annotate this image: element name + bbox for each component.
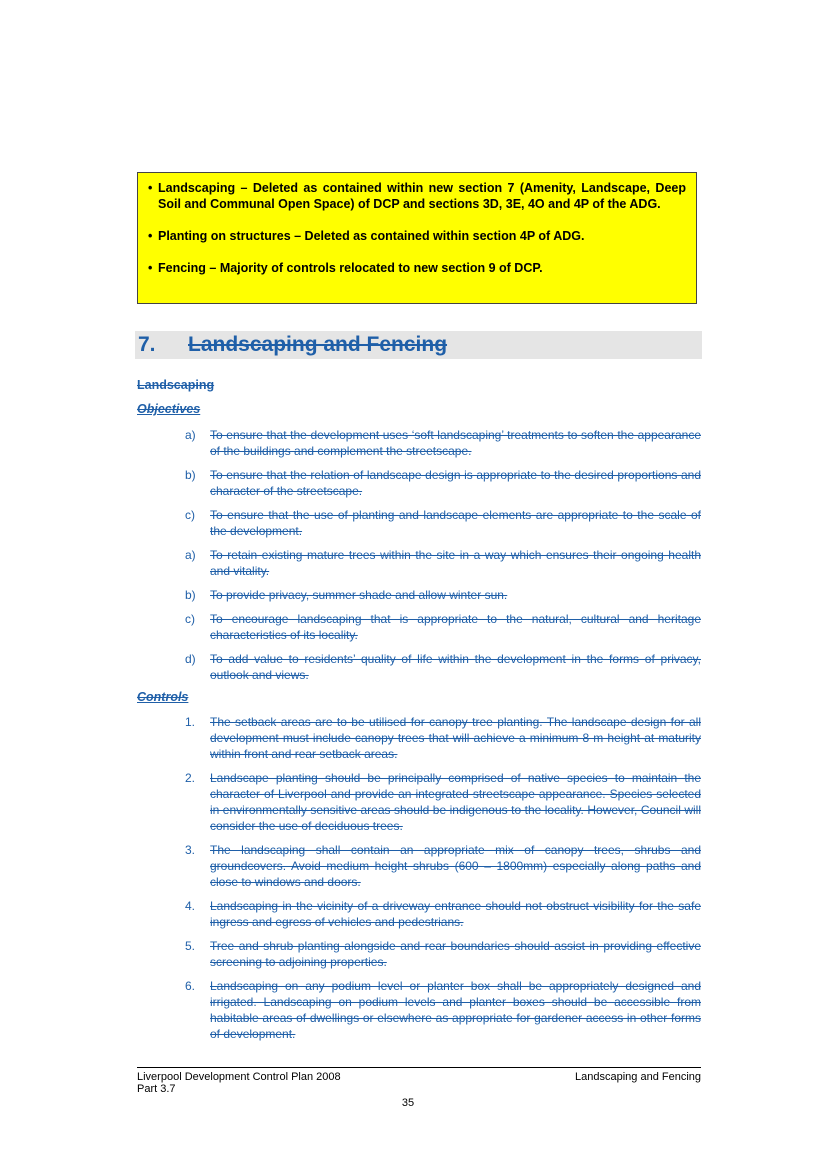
- notice-item-landscaping: • Landscaping – Deleted as contained within new section 7 (Amenity, Landscape, Deep Soil and Communal Open Space) of DCP and sections 3D, 3E, 4O and 4P of the ADG.: [148, 180, 686, 212]
- section-number: 7.: [138, 333, 156, 356]
- control-item: [137, 714, 701, 762]
- control-text: Tree and shrub planting alongside and rear boundaries should assist in providing effective screening to adjoining properties.: [210, 939, 701, 969]
- footer-part-number: Part 3.7: [137, 1083, 176, 1095]
- control-item: [137, 842, 701, 890]
- control-item: [137, 898, 701, 930]
- control-text: Landscaping in the vicinity of a driveway entrance should not obstruct visibility for the safe ingress and egress of vehicles and pedestrians.: [210, 899, 701, 929]
- section-heading: [135, 331, 702, 359]
- objective-marker: a): [185, 548, 196, 562]
- objective-text: To encourage landscaping that is appropriate to the natural, cultural and heritage characteristics of its locality.: [210, 612, 701, 642]
- section-title-text: Landscaping and Fencing: [188, 333, 448, 356]
- objective-item: [137, 547, 701, 579]
- control-text: The setback areas are to be utilised for canopy tree planting. The landscape design for all development must include canopy trees that will achieve a minimum 8 m height at maturity within front and rear setback areas.: [210, 715, 701, 761]
- objective-text: To ensure that the development uses ‘soft landscaping’ treatments to soften the appearance of the buildings and complement the streetscape.: [210, 428, 701, 458]
- amendment-notice-box: [137, 172, 697, 304]
- control-marker: 4.: [185, 899, 196, 913]
- footer-document-title: Liverpool Development Control Plan 2008: [137, 1071, 341, 1083]
- objective-marker: d): [185, 652, 196, 666]
- control-text: Landscape planting should be principally comprised of native species to maintain the character of Liverpool and provide an integrated streetscape appearance. Species selected in environmentally sensitive areas should be indigenous to the locality. However, Council will consider the use of deciduous trees.: [210, 771, 701, 833]
- control-marker: 3.: [185, 843, 196, 857]
- footer-divider: [137, 1067, 701, 1068]
- objective-text: To retain existing mature trees within the site in a way which ensures their ongoing health and vitality.: [210, 548, 701, 578]
- page-number: 35: [401, 1097, 415, 1109]
- objective-text: To ensure that the use of planting and landscape elements are appropriate to the scale of the development.: [210, 508, 701, 538]
- objectives-heading: Objectives: [137, 402, 201, 416]
- controls-heading: Controls: [137, 690, 189, 704]
- notice-item-fencing: • Fencing – Majority of controls relocated to new section 9 of DCP.: [148, 260, 686, 276]
- objective-item: [137, 467, 701, 499]
- control-marker: 6.: [185, 979, 196, 993]
- control-item: [137, 978, 701, 1042]
- objective-marker: c): [185, 612, 195, 626]
- control-item: [137, 770, 701, 834]
- objective-marker: c): [185, 508, 195, 522]
- objective-item: [137, 651, 701, 683]
- notice-item-planting: • Planting on structures – Deleted as contained within section 4P of ADG.: [148, 228, 686, 244]
- notice-list: [148, 180, 686, 276]
- objective-item: [137, 587, 701, 603]
- objective-text: To provide privacy, summer shade and allow winter sun.: [210, 588, 508, 602]
- objective-item: [137, 611, 701, 643]
- control-text: Landscaping on any podium level or planter box shall be appropriately designed and irrigated. Landscaping on podium levels and planter boxes should be accessible from habitable areas of dwellings or elsewhere as appropriate for gardener access in other forms of development.: [210, 979, 701, 1041]
- landscaping-subheading: Landscaping: [137, 378, 215, 392]
- control-item: [137, 938, 701, 970]
- footer-section-name: Landscaping and Fencing: [575, 1071, 701, 1083]
- objective-item: [137, 427, 701, 459]
- objective-marker: b): [185, 468, 196, 482]
- control-text: The landscaping shall contain an appropriate mix of canopy trees, shrubs and groundcovers. Avoid medium height shrubs (600 – 1800mm) especially along paths and close to windows and doors.: [210, 843, 701, 889]
- control-marker: 1.: [185, 715, 196, 729]
- controls-list: [137, 714, 701, 1050]
- objective-text: To ensure that the relation of landscape design is appropriate to the desired proportions and character of the streetscape.: [210, 468, 701, 498]
- objective-marker: b): [185, 588, 196, 602]
- objective-item: [137, 507, 701, 539]
- section-title: [138, 332, 447, 358]
- objective-text: To add value to residents’ quality of life within the development in the forms of privacy, outlook and views.: [210, 652, 701, 682]
- control-marker: 2.: [185, 771, 196, 785]
- objective-marker: a): [185, 428, 196, 442]
- objectives-list: [137, 427, 701, 691]
- control-marker: 5.: [185, 939, 196, 953]
